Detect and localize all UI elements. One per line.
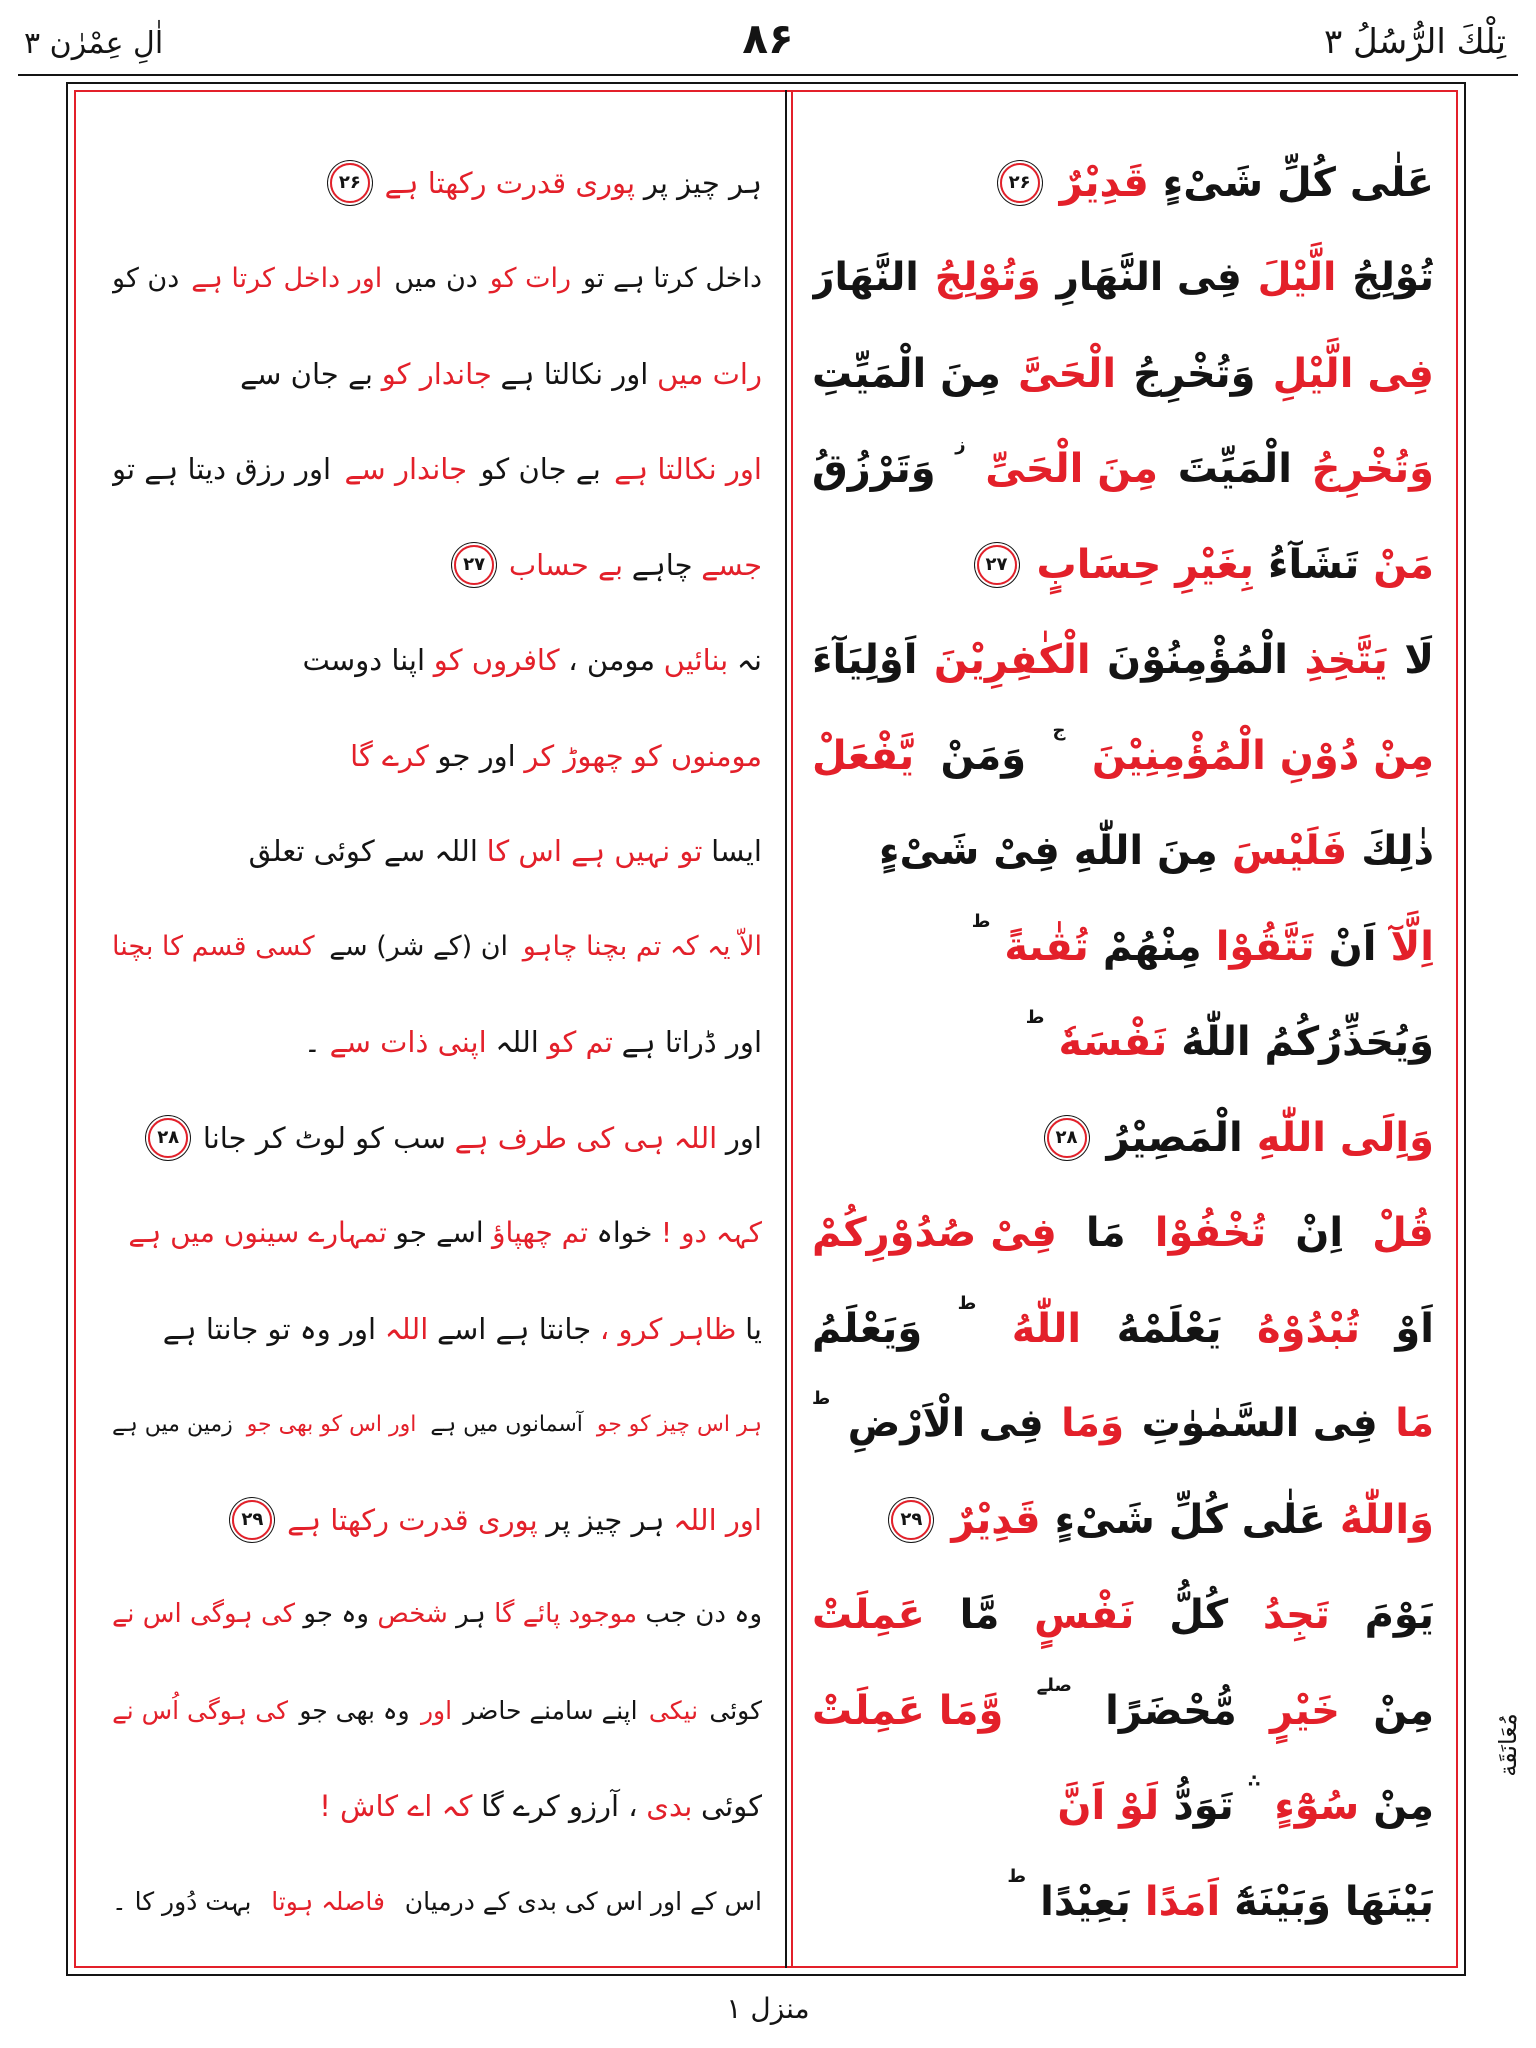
urdu-line [112, 1759, 762, 1855]
arabic-text-segment: يَّفْعَلْ [812, 732, 915, 779]
urdu-text-segment: تو نہیں ہے اس کا [486, 834, 703, 869]
arabic-line [812, 1281, 1434, 1377]
arabic-text-segment: فَلَيْسَ [1231, 828, 1348, 875]
arabic-text-segment: الْمَيِّتَ [1177, 446, 1292, 493]
arabic-text-segment: وَمَا [1061, 1401, 1125, 1447]
urdu-text-segment: اسے جو [395, 1215, 484, 1249]
waqf-mark: ط [957, 1293, 977, 1314]
urdu-text-segment: زمین میں ہے [112, 1411, 233, 1437]
manzil-footer: منزل ۱ [726, 1992, 810, 2025]
urdu-text-segment: تم چھپاؤ [492, 1215, 589, 1249]
arabic-text-segment: قُلْ [1372, 1210, 1434, 1257]
urdu-line [112, 517, 762, 613]
ayah-number-marker: ۲۶ [330, 163, 370, 203]
arabic-text-segment: كُلُّ [1169, 1592, 1229, 1639]
urdu-line [112, 326, 762, 422]
ayah-number-marker: ۲۷ [454, 545, 494, 585]
arabic-text-segment: وَيَعْلَمُ [812, 1305, 923, 1352]
arabic-text-segment: مَا [1085, 1210, 1126, 1257]
arabic-text-segment: ذٰلِكَ [1361, 828, 1434, 875]
urdu-text-segment: شخص [377, 1599, 448, 1630]
urdu-text-segment: اپنے سامنے حاضر [463, 1695, 638, 1725]
ayah-number-marker: ۲۸ [1047, 1118, 1087, 1158]
urdu-translation-column [112, 135, 762, 1950]
arabic-text-segment: مِنْهُمْ [1102, 923, 1202, 970]
arabic-text-segment: يَوْمَ [1364, 1592, 1434, 1639]
arabic-text-segment: لَوْ اَنَّ [1057, 1783, 1160, 1830]
arabic-text-segment: تُقٰىةً [1004, 923, 1089, 970]
urdu-text-segment: ہر چیز پر [643, 165, 762, 200]
arabic-text-segment: وَتَرْزُقُ [812, 446, 936, 493]
urdu-text-segment: وہ جو [303, 1599, 369, 1630]
urdu-text-segment: جسے [701, 547, 762, 582]
urdu-line [112, 135, 762, 231]
urdu-text-segment: بے جان سے [240, 356, 374, 391]
arabic-text-segment: تَتَّقُوْا [1215, 923, 1315, 970]
waqf-mark: ز [955, 433, 966, 455]
para-name-header: تِلْكَ الرُّسُلُ ۳ [1323, 22, 1506, 62]
urdu-text-segment: چاہے [631, 547, 693, 582]
arabic-text-segment: مَا [1395, 1401, 1434, 1447]
urdu-text-segment: اللہ [384, 1311, 429, 1346]
urdu-text-segment: اللہ [495, 1025, 539, 1060]
urdu-text-segment: ہر [456, 1599, 486, 1630]
arabic-text-segment: بَعِيْدًا [1040, 1878, 1131, 1925]
arabic-line [812, 1759, 1434, 1855]
arabic-text-segment: الَّيْلَ [1257, 255, 1337, 301]
urdu-text-segment: داخل کرتا ہے تو [582, 262, 762, 294]
urdu-text-segment: ظاہر کرو ، [599, 1311, 737, 1346]
urdu-text-segment: مومنوں کو چھوڑ کر [524, 738, 762, 773]
arabic-text-segment: نَفْسَهٗ [1058, 1019, 1168, 1066]
arabic-line [812, 1090, 1434, 1186]
arabic-text-segment: يَعْلَمْهُ [1116, 1305, 1222, 1352]
urdu-text-segment: اور رزق دیتا ہے تو [112, 452, 332, 487]
urdu-text-segment: پوری قدرت رکھتا ہے [384, 165, 636, 200]
urdu-text-segment: کہہ دو ! [660, 1215, 762, 1249]
urdu-text-segment: دن کو [112, 262, 180, 294]
urdu-line [112, 1186, 762, 1282]
urdu-text-segment: ۔ [303, 1025, 321, 1060]
urdu-text-segment: اس کے اور اس کی بدی کے درمیان [404, 1886, 762, 1916]
arabic-text-segment: الْمُؤْمِنُوْنَ [1107, 637, 1288, 684]
urdu-text-segment: نہ [736, 643, 762, 678]
arabic-line [812, 804, 1434, 900]
arabic-text-segment: النَّهَارَ [812, 255, 919, 301]
urdu-text-segment: اور [420, 1695, 453, 1725]
arabic-text-segment: تُوْلِجُ [1352, 255, 1434, 301]
urdu-line [112, 1568, 762, 1664]
arabic-text-segment: بَيْنَهَا وَبَيْنَهٗٓ [1234, 1878, 1434, 1925]
urdu-text-segment: ہر چیز پر [546, 1502, 665, 1537]
arabic-text-segment: اِنْ [1295, 1210, 1344, 1257]
arabic-text-segment: قَدِيْرٌ [951, 1496, 1041, 1543]
arabic-text-segment: عَلٰى كُلِّ شَىْءٍ [1162, 159, 1434, 206]
urdu-text-segment: نیکی [648, 1695, 699, 1725]
urdu-text-segment: جاندار سے [344, 452, 468, 487]
urdu-text-segment: کرے گا [350, 738, 429, 773]
arabic-text-segment: بِغَيْرِ حِسَابٍ [1036, 541, 1255, 588]
urdu-line [112, 995, 762, 1091]
urdu-line [112, 1663, 762, 1759]
urdu-text-segment: اللہ سے کوئی تعلق [248, 834, 478, 869]
urdu-text-segment: تمہارے سینوں میں ہے [128, 1215, 387, 1249]
urdu-text-segment: جاندار کو [381, 356, 492, 391]
arabic-line [812, 517, 1434, 613]
urdu-text-segment: اور جو [437, 738, 516, 773]
urdu-text-segment: مومن ، [568, 643, 655, 678]
urdu-text-segment: کہ اے کاش ! [319, 1789, 473, 1824]
arabic-text-segment: تَجِدُ [1262, 1592, 1330, 1639]
urdu-text-segment: اور اللہ [673, 1502, 762, 1537]
urdu-text-segment: اور نکالتا ہے [614, 452, 762, 487]
urdu-text-segment: سب کو لوٹ کر جانا [202, 1120, 446, 1155]
urdu-line [112, 613, 762, 709]
arabic-text-segment: وَيُحَذِّرُكُمُ اللّٰهُ [1181, 1019, 1434, 1066]
arabic-text-segment: فِى الْاَرْضِ [847, 1401, 1044, 1447]
waqf-mark: ج [1052, 720, 1066, 741]
urdu-text-segment: اللہ ہی کی طرف ہے [454, 1120, 718, 1155]
urdu-text-segment: اور اس کو بھی جو [246, 1411, 417, 1437]
arabic-text-segment: عَمِلَتْ [812, 1592, 925, 1639]
urdu-text-segment: بنائیں [663, 643, 729, 678]
arabic-text-segment: مُّحْضَرًا [1105, 1687, 1237, 1734]
urdu-text-segment: کی ہوگی اس نے [112, 1599, 296, 1630]
arabic-line [812, 422, 1434, 518]
urdu-text-segment: کسی قسم کا بچنا [112, 931, 315, 963]
urdu-text-segment: ہر اس چیز کو جو [596, 1411, 762, 1437]
arabic-line [812, 326, 1434, 422]
urdu-text-segment: دن میں [394, 262, 478, 294]
ayah-number-marker: ۲۹ [891, 1500, 931, 1540]
page-number: ۸۶ [742, 14, 794, 63]
urdu-text-segment: کافروں کو [433, 643, 560, 678]
arabic-line [812, 1186, 1434, 1282]
urdu-text-segment: اور ڈراتا ہے [621, 1025, 762, 1060]
arabic-text-segment: اَنْ [1328, 923, 1377, 970]
arabic-text-segment: مِنَ الْمَيِّتِ [812, 350, 1001, 397]
arabic-line [812, 613, 1434, 709]
arabic-text-segment: اِلَّآ [1390, 923, 1434, 970]
waqf-mark: ∴ [1247, 1770, 1261, 1792]
urdu-text-segment: پوری قدرت رکھتا ہے [287, 1502, 538, 1537]
arabic-text-segment: مِنَ الْحَىِّ [985, 446, 1159, 493]
urdu-text-segment: موجود پائے گا [494, 1599, 638, 1630]
urdu-text-segment: فاصلہ ہوتا [271, 1886, 385, 1916]
urdu-line [112, 708, 762, 804]
arabic-text-segment: تُبْدُوْهُ [1257, 1305, 1360, 1352]
urdu-line [112, 231, 762, 327]
urdu-text-segment: بے حساب [508, 547, 624, 582]
urdu-text-segment: اور [725, 1120, 762, 1155]
arabic-text-segment: تُخْفُوْا [1154, 1210, 1267, 1257]
arabic-text-segment: وَتُوْلِجُ [934, 255, 1041, 301]
urdu-line [112, 1854, 762, 1950]
waqf-mark: صلے [1036, 1675, 1072, 1696]
ayah-number-marker: ۲۸ [148, 1118, 188, 1158]
urdu-text-segment: اپنی ذات سے [329, 1025, 487, 1060]
urdu-text-segment: بدی [646, 1789, 693, 1824]
urdu-text-segment: وہ دن جب [645, 1599, 762, 1630]
arabic-text-segment: خَيْرٍ [1269, 1687, 1341, 1734]
arabic-text-segment: اللّٰهُ [1011, 1305, 1082, 1352]
urdu-text-segment: وہ بھی جو [299, 1695, 410, 1725]
arabic-line [812, 135, 1434, 231]
margin-note: مُعَانَقَة [1494, 1713, 1522, 1777]
arabic-text-segment: وَّمَا عَمِلَتْ [812, 1687, 1004, 1734]
arabic-text-segment: لَا [1404, 637, 1434, 684]
ayah-number-marker: ۲۷ [977, 545, 1017, 585]
urdu-line [112, 1377, 762, 1473]
surah-name-header: اٰلِ عِمْرٰن ۳ [24, 26, 164, 61]
waqf-mark: ط [971, 911, 991, 932]
ayah-number-marker: ۲۹ [232, 1500, 272, 1540]
arabic-text-segment: وَتُخْرِجُ [1133, 350, 1256, 397]
waqf-mark: ط [812, 1388, 831, 1409]
arabic-line [812, 1472, 1434, 1568]
arabic-text-segment: مِنْ [1373, 1687, 1434, 1734]
arabic-text-segment: مِنَ اللّٰهِ فِىْ شَىْءٍ [879, 828, 1218, 875]
arabic-line [812, 1377, 1434, 1473]
arabic-line [812, 1854, 1434, 1950]
urdu-line [112, 899, 762, 995]
arabic-text-segment: نَفْسٍ [1034, 1592, 1135, 1639]
ayah-number-marker: ۲۶ [1000, 163, 1040, 203]
urdu-text-segment: ان (کے شر) سے [329, 931, 509, 963]
urdu-line [112, 1472, 762, 1568]
urdu-line [112, 1281, 762, 1377]
arabic-text-segment: مِنْ دُوْنِ الْمُؤْمِنِيْنَ [1091, 732, 1434, 779]
urdu-text-segment: بہت دُور کا ۔ [112, 1886, 252, 1916]
waqf-mark: ط [1025, 1006, 1045, 1028]
arabic-line [812, 1568, 1434, 1664]
urdu-text-segment: کی ہوگی اُس نے [112, 1695, 289, 1725]
urdu-text-segment: رات کو [489, 262, 572, 294]
arabic-text-segment: فِى النَّهَارِ [1056, 255, 1242, 301]
arabic-text-segment: اَوْ [1395, 1305, 1434, 1352]
urdu-text-segment: اور داخل کرتا ہے [191, 262, 383, 294]
arabic-line [812, 708, 1434, 804]
arabic-text-segment: تَوَدُّ [1173, 1783, 1234, 1830]
arabic-text-segment: مَنْ [1373, 541, 1434, 588]
urdu-text-segment: کوئی [700, 1789, 762, 1824]
arabic-line [812, 1663, 1434, 1759]
arabic-text-segment: وَاللّٰهُ [1339, 1496, 1434, 1543]
arabic-text-segment: وَاِلَى اللّٰهِ [1256, 1114, 1434, 1161]
arabic-text-segment: يَتَّخِذِ [1304, 637, 1388, 684]
urdu-text-segment: اور وہ تو جانتا ہے [162, 1311, 377, 1346]
urdu-text-segment: ، آرزو کرے گا [481, 1789, 638, 1824]
arabic-text-segment: سُوْٓءٍ [1274, 1783, 1360, 1830]
urdu-text-segment: تم کو [547, 1025, 613, 1060]
urdu-line [112, 422, 762, 518]
arabic-text-segment: تَشَآءُ [1268, 541, 1360, 588]
urdu-text-segment: الاّ یہ کہ تم بچنا چاہو [522, 931, 762, 963]
arabic-text-segment: الْمَصِيْرُ [1106, 1114, 1243, 1161]
urdu-text-segment: ایسا [711, 834, 762, 869]
urdu-text-segment: کوئی [709, 1695, 762, 1725]
arabic-text-segment: وَمَنْ [940, 732, 1027, 779]
urdu-text-segment: اور نکالتا ہے [500, 356, 649, 391]
arabic-text-segment: وَتُخْرِجُ [1311, 446, 1434, 493]
arabic-text-segment: مَّا [959, 1592, 1000, 1639]
arabic-text-segment: فِىْ صُدُوْرِكُمْ [812, 1210, 1057, 1257]
column-divider [785, 90, 787, 1968]
arabic-text-segment: فِى الَّيْلِ [1272, 350, 1434, 397]
arabic-text-segment: قَدِيْرٌ [1059, 159, 1149, 206]
urdu-text-segment: خواہ [596, 1215, 653, 1249]
arabic-line [812, 231, 1434, 327]
arabic-text-segment: فِى السَّمٰوٰتِ [1141, 1401, 1378, 1447]
urdu-text-segment: رات میں [657, 356, 762, 391]
arabic-text-segment: الْحَىَّ [1018, 350, 1117, 397]
urdu-text-segment: یا [745, 1311, 762, 1346]
column-divider-red [791, 90, 793, 1968]
waqf-mark: ط [1007, 1866, 1027, 1887]
arabic-line [812, 995, 1434, 1091]
header-rule [18, 74, 1518, 76]
arabic-text-column [812, 135, 1434, 1950]
arabic-text-segment: اَوْلِيَآءَ [812, 637, 918, 684]
arabic-line [812, 899, 1434, 995]
arabic-text-segment: اَمَدًا [1144, 1878, 1221, 1925]
arabic-text-segment: مِنْ [1373, 1783, 1434, 1830]
arabic-text-segment: عَلٰى كُلِّ شَىْءٍ [1054, 1496, 1326, 1543]
urdu-text-segment: اپنا دوست [302, 643, 426, 678]
urdu-line [112, 804, 762, 900]
urdu-text-segment: بے جان کو [480, 452, 601, 487]
arabic-text-segment: الْكٰفِرِيْنَ [933, 637, 1091, 684]
urdu-line [112, 1090, 762, 1186]
urdu-text-segment: آسمانوں میں ہے [430, 1411, 583, 1437]
urdu-text-segment: جانتا ہے اسے [436, 1311, 592, 1346]
